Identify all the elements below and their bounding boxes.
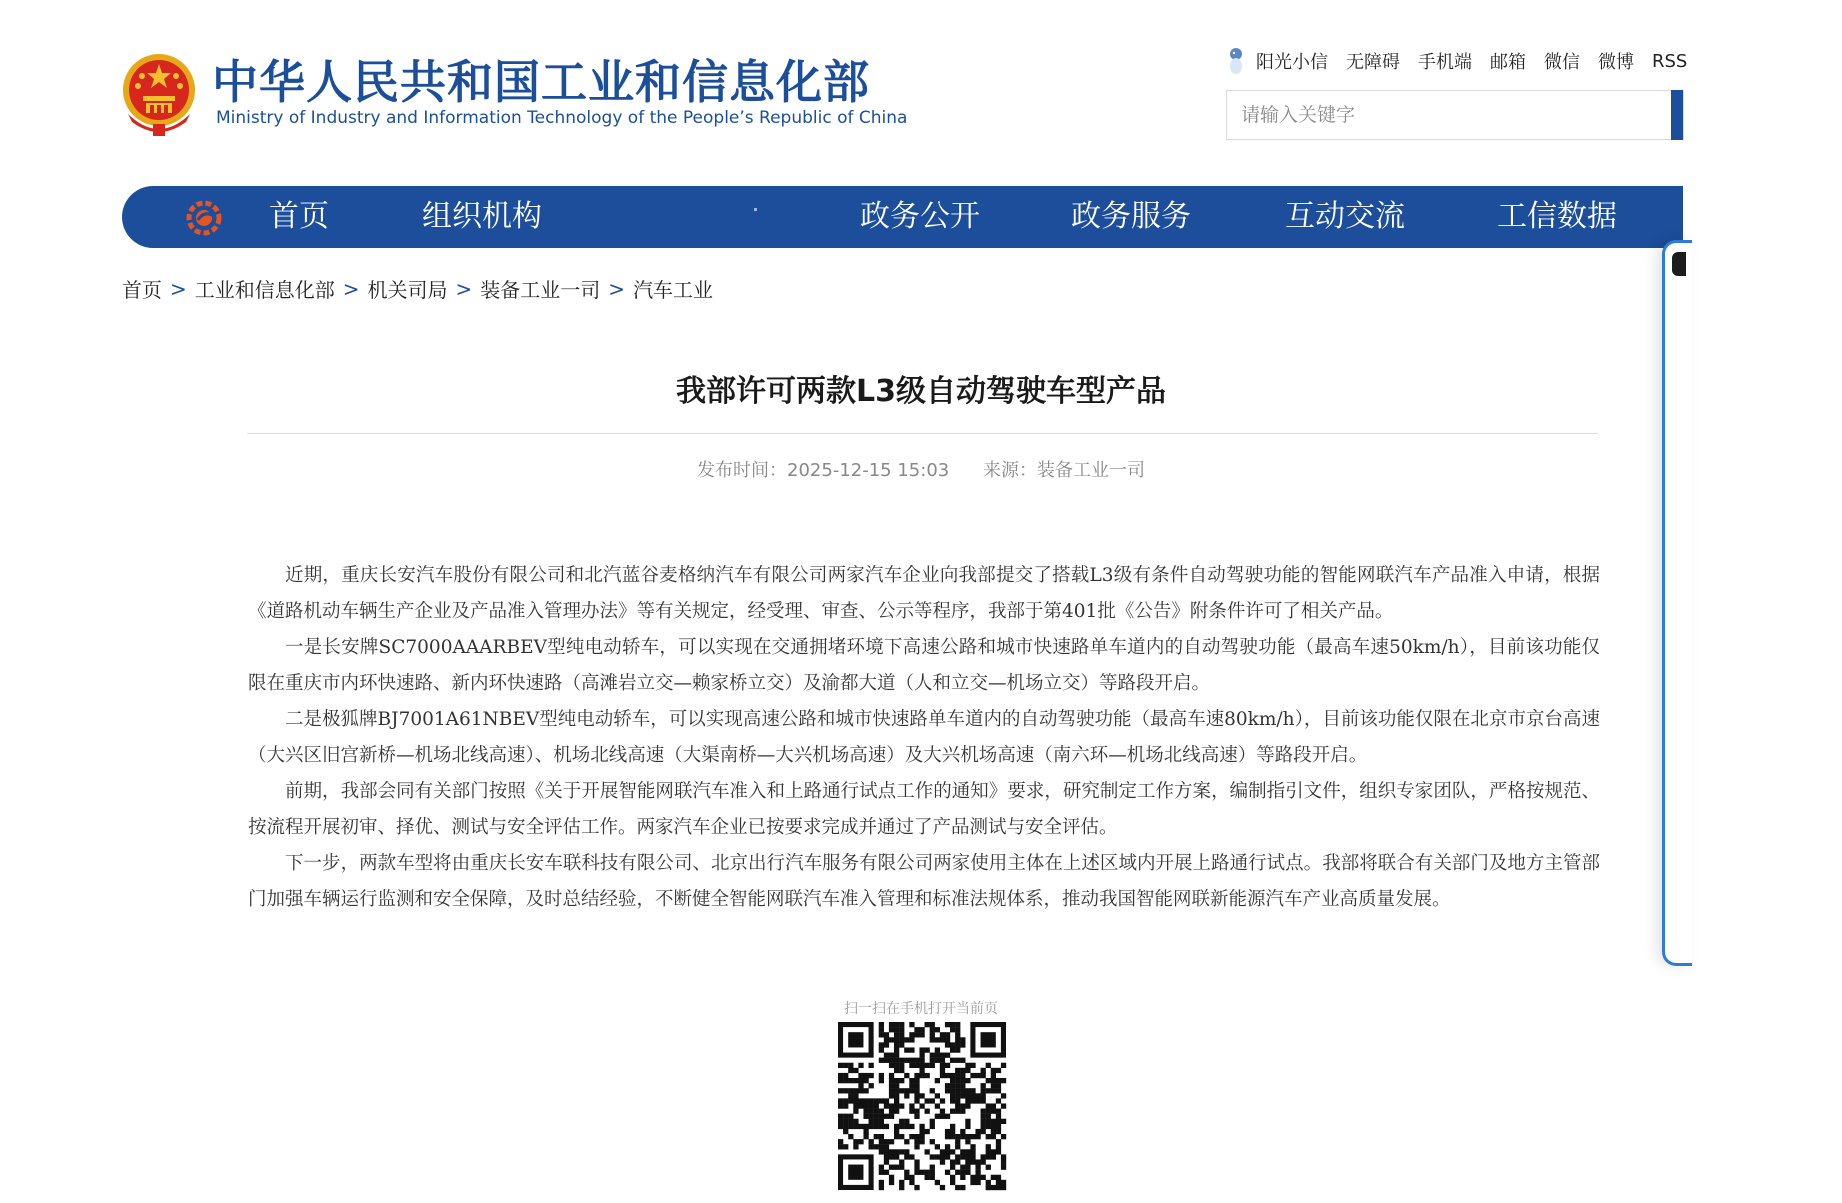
breadcrumb-home[interactable]: 首页	[122, 278, 162, 302]
breadcrumb-separator: >	[608, 276, 626, 301]
breadcrumb	[122, 274, 713, 303]
site-title-english: Ministry of Industry and Information Technology of the People’s Republic of China	[216, 108, 908, 128]
nav-divider	[754, 208, 757, 211]
nav-item-home[interactable]: 首页	[269, 199, 329, 234]
top-link-rss[interactable]: RSS	[1652, 50, 1688, 72]
breadcrumb-ministry[interactable]: 工业和信息化部	[194, 278, 335, 302]
top-link-mobile[interactable]: 手机端	[1418, 52, 1472, 73]
nav-item-organization[interactable]: 组织机构	[422, 199, 542, 234]
qr-caption: 扫一扫在手机打开当前页	[844, 1001, 998, 1017]
article-paragraph: 近期，重庆长安汽车股份有限公司和北汽蓝谷麦格纳汽车有限公司两家汽车企业向我部提交了搭载L3级有条件自动驾驶功能的智能网联汽车产品准入申请，根据《道路机动车辆生产企业及产品准入管理办法》等有关规定，经受理、审查、公示等程序，我部于第401批《公告》附条件许可了相关产品。	[248, 565, 1600, 622]
article-source: 来源：装备工业一司	[982, 460, 1145, 481]
side-panel-handle-icon[interactable]	[1672, 252, 1686, 276]
site-title: 中华人民共和国工业和信息化部	[212, 55, 870, 109]
top-link-wechat[interactable]: 微信	[1544, 52, 1580, 73]
article-paragraph: 二是极狐牌BJ7001A61NBEV型纯电动轿车，可以实现高速公路和城市快速路单车道内的自动驾驶功能（最高车速80km/h），目前该功能仅限在北京市京台高速（大兴区旧宫新桥—机场北线高速）、机场北线高速（大渠南桥—大兴机场高速）及大兴机场高速（南六环—机场北线高速）等路段开启。	[248, 709, 1600, 766]
nav-logo-icon	[184, 198, 224, 238]
article-paragraph: 下一步，两款车型将由重庆长安车联科技有限公司、北京出行汽车服务有限公司两家使用主体在上述区域内开展上路通行试点。我部将联合有关部门及地方主管部门加强车辆运行监测和安全保障，及时总结经验，不断健全智能网联汽车准入管理和标准法规体系，推动我国智能网联新能源汽车产业高质量发展。	[248, 853, 1600, 910]
breadcrumb-separator: >	[342, 276, 360, 301]
article-paragraph: 前期，我部会同有关部门按照《关于开展智能网联汽车准入和上路通行试点工作的通知》要求，研究制定工作方案，编制指引文件，组织专家团队，严格按规范、按流程开展初审、择优、测试与安全评估工作。两家汽车企业已按要求完成并通过了产品测试与安全评估。	[248, 781, 1600, 838]
title-divider	[247, 433, 1598, 434]
mascot-icon[interactable]	[1226, 47, 1246, 75]
nav-item-services[interactable]: 政务服务	[1071, 199, 1191, 234]
article-meta	[0, 456, 1842, 482]
top-link-mail[interactable]: 邮箱	[1490, 52, 1526, 73]
article-body	[248, 558, 1600, 918]
article-paragraph: 一是长安牌SC7000AAARBEV型纯电动轿车，可以实现在交通拥堵环境下高速公路和城市快速路单车道内的自动驾驶功能（最高车速50km/h），目前该功能仅限在重庆市内环快速路、新内环快速路（高滩岩立交—赖家桥立交）及渝都大道（人和立交—机场立交）等路段开启。	[248, 637, 1600, 694]
article-title: 我部许可两款L3级自动驾驶车型产品	[676, 374, 1166, 409]
publish-time: 发布时间：2025-12-15 15:03	[697, 460, 950, 481]
breadcrumb-auto-industry[interactable]: 汽车工业	[633, 278, 714, 302]
breadcrumb-separator: >	[455, 276, 473, 301]
side-panel[interactable]	[1662, 240, 1692, 966]
national-emblem-icon	[120, 52, 198, 138]
search-box	[1226, 90, 1684, 140]
top-link-accessibility[interactable]: 无障碍	[1346, 52, 1400, 73]
breadcrumb-equipment-dept[interactable]: 装备工业一司	[480, 278, 601, 302]
top-link-sunshine[interactable]: 阳光小信	[1256, 52, 1328, 73]
top-links	[1226, 46, 1705, 76]
search-button[interactable]	[1671, 90, 1683, 140]
breadcrumb-departments[interactable]: 机关司局	[367, 278, 448, 302]
nav-item-government-affairs[interactable]: 政务公开	[860, 199, 980, 234]
qr-code-icon	[838, 1022, 1006, 1190]
nav-item-data[interactable]: 工信数据	[1497, 199, 1617, 234]
top-link-weibo[interactable]: 微博	[1598, 52, 1634, 73]
breadcrumb-separator: >	[170, 276, 187, 301]
nav-item-interaction[interactable]: 互动交流	[1285, 199, 1405, 234]
search-input[interactable]	[1227, 91, 1667, 139]
